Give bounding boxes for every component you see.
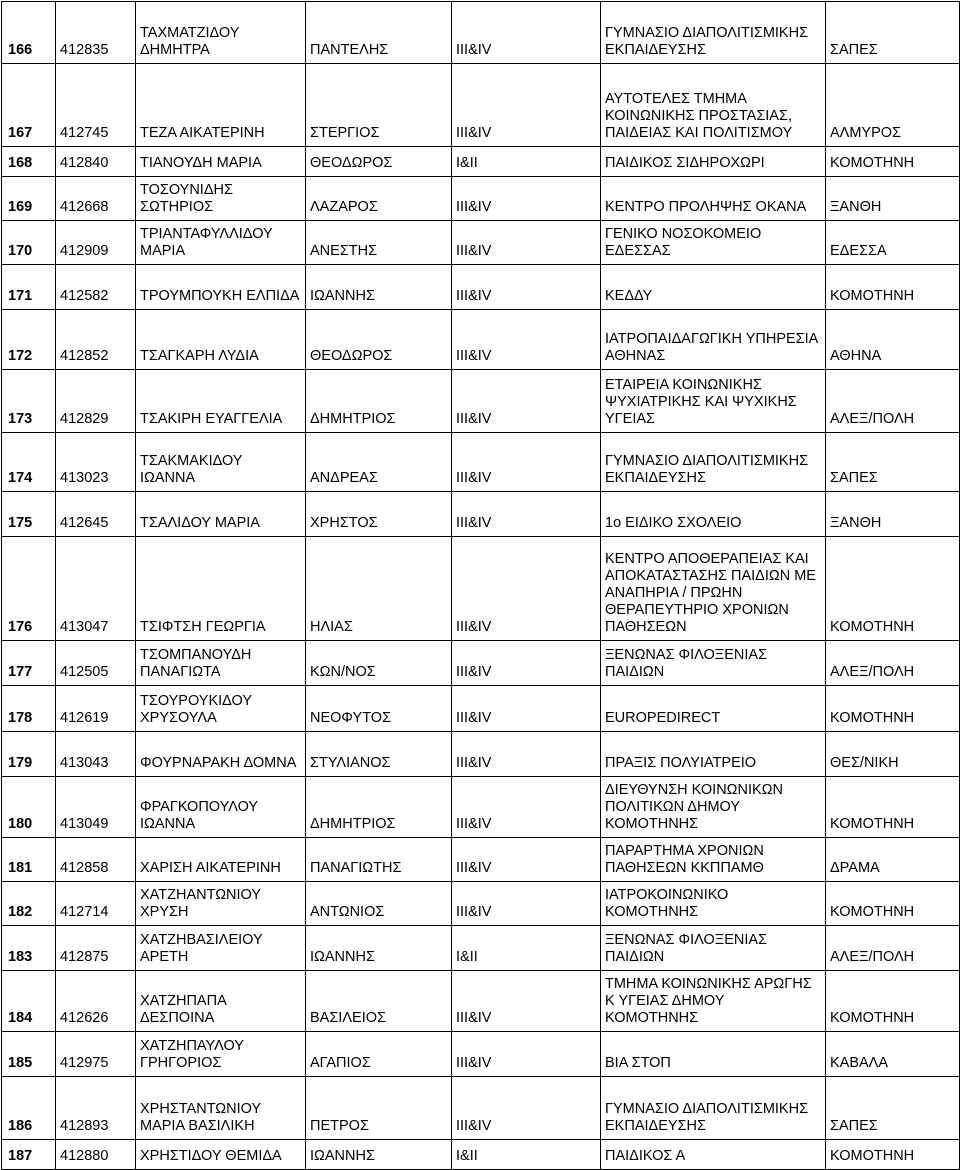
father-name-cell: ΑΝΔΡΕΑΣ [306,433,452,492]
registry-code-cell: 412975 [56,1032,136,1077]
father-name-cell: ΔΗΜΗΤΡΙΟΣ [306,777,452,838]
level-cell: III&IV [452,177,601,221]
row-number-cell: 182 [2,882,56,926]
person-name-cell: ΤΑΧΜΑΤΖΙΔΟΥ ΔΗΜΗΤΡΑ [136,2,306,64]
row-number-cell: 185 [2,1032,56,1077]
table-row [2,221,960,265]
table-row [2,838,960,882]
organization-cell: ΚΕΝΤΡΟ ΠΡΟΛΗΨΗΣ ΟΚΑΝΑ [601,177,826,221]
person-name-cell: ΧΑΤΖΗΠΑΠΑ ΔΕΣΠΟΙΝΑ [136,971,306,1032]
organization-cell: ΙΑΤΡΟΚΟΙΝΩΝΙΚΟ ΚΟΜΟΤΗΝΗΣ [601,882,826,926]
table-row [2,64,960,147]
row-number-cell: 173 [2,370,56,433]
row-number-cell: 177 [2,641,56,686]
city-cell: ΞΑΝΘΗ [826,177,960,221]
level-cell: III&IV [452,1032,601,1077]
father-name-cell: ΧΡΗΣΤΟΣ [306,492,452,537]
level-cell: III&IV [452,370,601,433]
registry-code-cell: 412505 [56,641,136,686]
father-name-cell: ΠΕΤΡΟΣ [306,1077,452,1140]
level-cell: III&IV [452,265,601,310]
person-name-cell: ΤΡΟΥΜΠΟΥΚΗ ΕΛΠΙΔΑ [136,265,306,310]
organization-cell: ΤΜΗΜΑ ΚΟΙΝΩΝΙΚΗΣ ΑΡΩΓΗΣ Κ ΥΓΕΙΑΣ ΔΗΜΟΥ ΚΟΜΟΤΗΝΗΣ [601,971,826,1032]
father-name-cell: ΝΕΟΦΥΤΟΣ [306,686,452,732]
person-name-cell: ΧΑΤΖΗΠΑΥΛΟΥ ΓΡΗΓΟΡΙΟΣ [136,1032,306,1077]
registry-code-cell: 412852 [56,310,136,370]
father-name-cell: ΠΑΝΤΕΛΗΣ [306,2,452,64]
person-name-cell: ΧΑΤΖΗΑΝΤΩΝΙΟΥ ΧΡΥΣΗ [136,882,306,926]
table-row [2,310,960,370]
organization-cell: 1ο ΕΙΔΙΚΟ ΣΧΟΛΕΙΟ [601,492,826,537]
row-number-cell: 166 [2,2,56,64]
table-row [2,882,960,926]
father-name-cell: ΚΩΝ/ΝΟΣ [306,641,452,686]
registry-code-cell: 413049 [56,777,136,838]
city-cell: ΑΛΜΥΡΟΣ [826,64,960,147]
table-row [2,971,960,1032]
organization-cell: ΕΤΑΙΡΕΙΑ ΚΟΙΝΩΝΙΚΗΣ ΨΥΧΙΑΤΡΙΚΗΣ ΚΑΙ ΨΥΧΙΚΗΣ ΥΓΕΙΑΣ [601,370,826,433]
organization-cell: ΠΑΙΔΙΚΟΣ ΣΙΔΗΡΟΧΩΡΙ [601,147,826,177]
father-name-cell: ΙΩΑΝΝΗΣ [306,265,452,310]
organization-cell: ΠΑΙΔΙΚΟΣ Α [601,1140,826,1170]
city-cell: ΚΟΜΟΤΗΝΗ [826,882,960,926]
level-cell: III&IV [452,641,601,686]
city-cell: ΚΟΜΟΤΗΝΗ [826,265,960,310]
row-number-cell: 174 [2,433,56,492]
level-cell: III&IV [452,2,601,64]
person-name-cell: ΤΣΑΓΚΑΡΗ ΛΥΔΙΑ [136,310,306,370]
level-cell: I&II [452,147,601,177]
table-row [2,2,960,64]
father-name-cell: ΣΤΕΡΓΙΟΣ [306,64,452,147]
table-row [2,537,960,641]
table-row [2,926,960,971]
table-row [2,370,960,433]
father-name-cell: ΔΗΜΗΤΡΙΟΣ [306,370,452,433]
city-cell: ΚΟΜΟΤΗΝΗ [826,537,960,641]
city-cell: ΔΡΑΜΑ [826,838,960,882]
city-cell: ΣΑΠΕΣ [826,433,960,492]
person-name-cell: ΧΡΗΣΤΙΔΟΥ ΘΕΜΙΔΑ [136,1140,306,1170]
person-name-cell: ΦΡΑΓΚΟΠΟΥΛΟΥ ΙΩΑΝΝΑ [136,777,306,838]
table-row [2,641,960,686]
organization-cell: ΓΥΜΝΑΣΙΟ ΔΙΑΠΟΛΙΤΙΣΜΙΚΗΣ ΕΚΠΑΙΔΕΥΣΗΣ [601,2,826,64]
father-name-cell: ΑΓΑΠΙΟΣ [306,1032,452,1077]
registry-code-cell: 412858 [56,838,136,882]
father-name-cell: ΗΛΙΑΣ [306,537,452,641]
row-number-cell: 180 [2,777,56,838]
row-number-cell: 175 [2,492,56,537]
level-cell: III&IV [452,686,601,732]
person-name-cell: ΤΙΑΝΟΥΔΗ ΜΑΡΙΑ [136,147,306,177]
level-cell: III&IV [452,492,601,537]
row-number-cell: 170 [2,221,56,265]
father-name-cell: ΒΑΣΙΛΕΙΟΣ [306,971,452,1032]
organization-cell: ΑΥΤΟΤΕΛΕΣ ΤΜΗΜΑ ΚΟΙΝΩΝΙΚΗΣ ΠΡΟΣΤΑΣΙΑΣ, ΠΑΙΔΕΙΑΣ ΚΑΙ ΠΟΛΙΤΙΣΜΟΥ [601,64,826,147]
table-row [2,265,960,310]
father-name-cell: ΛΑΖΑΡΟΣ [306,177,452,221]
city-cell: ΕΔΕΣΣΑ [826,221,960,265]
registry-code-cell: 412880 [56,1140,136,1170]
organization-cell: ΠΡΑΞΙΣ ΠΟΛΥΙΑΤΡΕΙΟ [601,732,826,777]
organization-cell: ΞΕΝΩΝΑΣ ΦΙΛΟΞΕΝΙΑΣ ΠΑΙΔΙΩΝ [601,926,826,971]
person-name-cell: ΤΣΟΥΡΟΥΚΙΔΟΥ ΧΡΥΣΟΥΛΑ [136,686,306,732]
placement-table [1,1,960,1170]
level-cell: III&IV [452,882,601,926]
registry-code-cell: 412619 [56,686,136,732]
city-cell: ΘΕΣ/ΝΙΚΗ [826,732,960,777]
row-number-cell: 187 [2,1140,56,1170]
person-name-cell: ΤΣΟΜΠΑΝΟΥΔΗ ΠΑΝΑΓΙΩΤΑ [136,641,306,686]
table-row [2,732,960,777]
row-number-cell: 169 [2,177,56,221]
father-name-cell: ΙΩΑΝΝΗΣ [306,926,452,971]
city-cell: ΣΑΠΕΣ [826,1077,960,1140]
city-cell: ΚΟΜΟΤΗΝΗ [826,1140,960,1170]
organization-cell: ΞΕΝΩΝΑΣ ΦΙΛΟΞΕΝΙΑΣ ΠΑΙΔΙΩΝ [601,641,826,686]
organization-cell: EUROPEDIRECT [601,686,826,732]
registry-code-cell: 412893 [56,1077,136,1140]
person-name-cell: ΤΣΑΛΙΔΟΥ ΜΑΡΙΑ [136,492,306,537]
registry-code-cell: 412909 [56,221,136,265]
organization-cell: ΙΑΤΡΟΠΑΙΔΑΓΩΓΙΚΗ ΥΠΗΡΕΣΙΑ ΑΘΗΝΑΣ [601,310,826,370]
father-name-cell: ΣΤΥΛΙΑΝΟΣ [306,732,452,777]
registry-code-cell: 413023 [56,433,136,492]
registry-code-cell: 412835 [56,2,136,64]
row-number-cell: 172 [2,310,56,370]
table-row [2,686,960,732]
table-row [2,177,960,221]
organization-cell: ΔΙΕΥΘΥΝΣΗ ΚΟΙΝΩΝΙΚΩΝ ΠΟΛΙΤΙΚΩΝ ΔΗΜΟΥ ΚΟΜΟΤΗΝΗΣ [601,777,826,838]
father-name-cell: ΑΝΤΩΝΙΟΣ [306,882,452,926]
registry-code-cell: 412645 [56,492,136,537]
row-number-cell: 184 [2,971,56,1032]
row-number-cell: 178 [2,686,56,732]
level-cell: III&IV [452,971,601,1032]
registry-code-cell: 412840 [56,147,136,177]
organization-cell: ΚΕΝΤΡΟ ΑΠΟΘΕΡΑΠΕΙΑΣ ΚΑΙ ΑΠΟΚΑΤΑΣΤΑΣΗΣ ΠΑΙΔΙΩΝ ΜΕ ΑΝΑΠΗΡΙΑ / ΠΡΩΗΝ ΘΕΡΑΠΕΥΤΗΡΙΟ ΧΡΟΝΙΩΝ ΠΑΘΗΣΕΩΝ [601,537,826,641]
row-number-cell: 167 [2,64,56,147]
row-number-cell: 176 [2,537,56,641]
city-cell: ΑΛΕΞ/ΠΟΛΗ [826,926,960,971]
organization-cell: ΚΕΔΔΥ [601,265,826,310]
registry-code-cell: 413047 [56,537,136,641]
person-name-cell: ΤΕΖΑ ΑΙΚΑΤΕΡΙΝΗ [136,64,306,147]
father-name-cell: ΙΩΑΝΝΗΣ [306,1140,452,1170]
city-cell: ΚΟΜΟΤΗΝΗ [826,147,960,177]
city-cell: ΣΑΠΕΣ [826,2,960,64]
level-cell: III&IV [452,221,601,265]
city-cell: ΚΑΒΑΛΑ [826,1032,960,1077]
registry-code-cell: 412714 [56,882,136,926]
organization-cell: ΒΙΑ ΣΤΟΠ [601,1032,826,1077]
city-cell: ΑΛΕΞ/ΠΟΛΗ [826,641,960,686]
city-cell: ΑΛΕΞ/ΠΟΛΗ [826,370,960,433]
registry-code-cell: 412875 [56,926,136,971]
city-cell: ΚΟΜΟΤΗΝΗ [826,971,960,1032]
table-row [2,147,960,177]
level-cell: I&II [452,926,601,971]
father-name-cell: ΠΑΝΑΓΙΩΤΗΣ [306,838,452,882]
registry-code-cell: 412626 [56,971,136,1032]
row-number-cell: 171 [2,265,56,310]
table-row [2,433,960,492]
table-row [2,1140,960,1170]
person-name-cell: ΤΟΣΟΥΝΙΔΗΣ ΣΩΤΗΡΙΟΣ [136,177,306,221]
registry-code-cell: 412829 [56,370,136,433]
table-row [2,1032,960,1077]
father-name-cell: ΑΝΕΣΤΗΣ [306,221,452,265]
row-number-cell: 181 [2,838,56,882]
table-row [2,492,960,537]
city-cell: ΚΟΜΟΤΗΝΗ [826,777,960,838]
person-name-cell: ΤΣΑΚΙΡΗ ΕΥΑΓΓΕΛΙΑ [136,370,306,433]
organization-cell: ΓΥΜΝΑΣΙΟ ΔΙΑΠΟΛΙΤΙΣΜΙΚΗΣ ΕΚΠΑΙΔΕΥΣΗΣ [601,433,826,492]
level-cell: III&IV [452,537,601,641]
father-name-cell: ΘΕΟΔΩΡΟΣ [306,310,452,370]
organization-cell: ΓΥΜΝΑΣΙΟ ΔΙΑΠΟΛΙΤΙΣΜΙΚΗΣ ΕΚΠΑΙΔΕΥΣΗΣ [601,1077,826,1140]
registry-code-cell: 412668 [56,177,136,221]
row-number-cell: 186 [2,1077,56,1140]
level-cell: III&IV [452,64,601,147]
registry-code-cell: 412745 [56,64,136,147]
row-number-cell: 179 [2,732,56,777]
level-cell: I&II [452,1140,601,1170]
level-cell: III&IV [452,732,601,777]
city-cell: ΚΟΜΟΤΗΝΗ [826,686,960,732]
organization-cell: ΓΕΝΙΚΟ ΝΟΣΟΚΟΜΕΙΟ ΕΔΕΣΣΑΣ [601,221,826,265]
person-name-cell: ΧΡΗΣΤΑΝΤΩΝΙΟΥ ΜΑΡΙΑ ΒΑΣΙΛΙΚΗ [136,1077,306,1140]
table-body [2,2,960,1170]
person-name-cell: ΤΣΙΦΤΣΗ ΓΕΩΡΓΙΑ [136,537,306,641]
father-name-cell: ΘΕΟΔΩΡΟΣ [306,147,452,177]
person-name-cell: ΧΑΡΙΣΗ ΑΙΚΑΤΕΡΙΝΗ [136,838,306,882]
registry-code-cell: 413043 [56,732,136,777]
table-row [2,1077,960,1140]
level-cell: III&IV [452,838,601,882]
person-name-cell: ΤΡΙΑΝΤΑΦΥΛΛΙΔΟΥ ΜΑΡΙΑ [136,221,306,265]
city-cell: ΞΑΝΘΗ [826,492,960,537]
level-cell: III&IV [452,777,601,838]
table-row [2,777,960,838]
level-cell: III&IV [452,310,601,370]
city-cell: ΑΘΗΝΑ [826,310,960,370]
person-name-cell: ΧΑΤΖΗΒΑΣΙΛΕΙΟΥ ΑΡΕΤΗ [136,926,306,971]
level-cell: III&IV [452,433,601,492]
row-number-cell: 168 [2,147,56,177]
row-number-cell: 183 [2,926,56,971]
level-cell: III&IV [452,1077,601,1140]
person-name-cell: ΤΣΑΚΜΑΚΙΔΟΥ ΙΩΑΝΝΑ [136,433,306,492]
organization-cell: ΠΑΡΑΡΤΗΜΑ ΧΡΟΝΙΩΝ ΠΑΘΗΣΕΩΝ ΚΚΠΠΑΜΘ [601,838,826,882]
registry-code-cell: 412582 [56,265,136,310]
person-name-cell: ΦΟΥΡΝΑΡΑΚΗ ΔΟΜΝΑ [136,732,306,777]
